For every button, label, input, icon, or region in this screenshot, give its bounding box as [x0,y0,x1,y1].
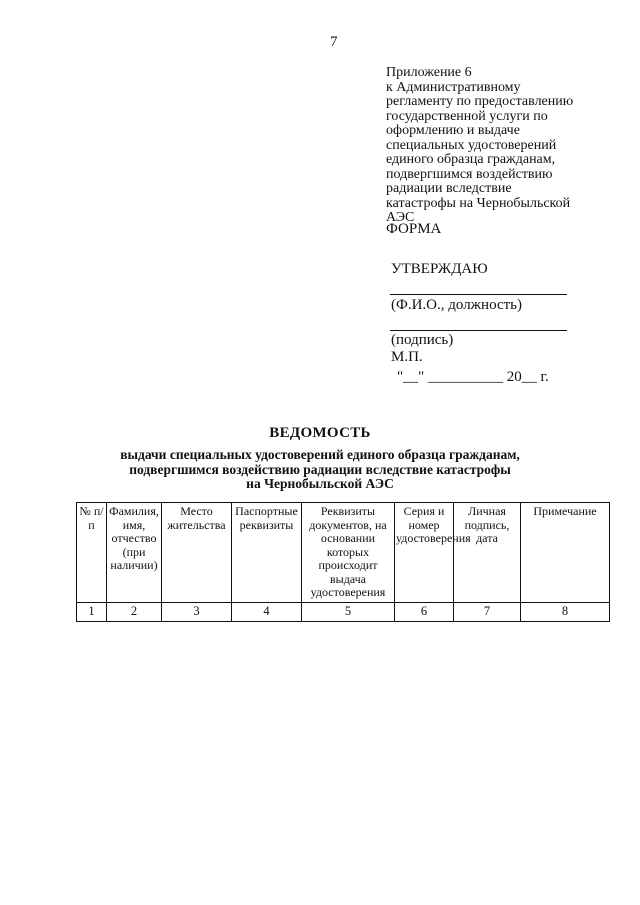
appendix-block [386,66,626,226]
name-position-caption: (Ф.И.О., должность) [391,297,522,313]
column-number: 3 [162,602,232,621]
appendix-line: оформлению и выдаче [386,123,520,138]
appendix-line: регламенту по предоставлению [386,94,574,109]
table-header-row [77,503,610,603]
column-header-residence: Место жительства [162,503,232,603]
appendix-line: подвергшимся воздействию [386,166,553,182]
column-header-basis-documents: Реквизиты документов, на основании которых происходит выдача удостоверения [302,503,395,603]
document-subtitle [60,448,580,492]
appendix-line: радиации вследствие [386,181,512,196]
approval-date-line: "__" __________ 20__ г. [397,369,549,385]
signature-caption: (подпись) [391,332,454,348]
column-number: 8 [521,602,610,621]
register-table [76,502,610,622]
column-header-note: Примечание [521,503,610,603]
appendix-line: АЭС [386,210,415,225]
appendix-line: специальных удостоверений [386,137,557,153]
column-number: 7 [454,602,521,621]
appendix-line: государственной услуги по [386,108,548,124]
column-number: 5 [302,602,395,621]
column-header-passport: Паспортные реквизиты [232,503,302,603]
document-title: ВЕДОМОСТЬ [269,425,371,441]
name-position-line [390,294,567,295]
column-number: 1 [77,602,107,621]
form-label: ФОРМА [386,221,442,237]
appendix-line: к Административному [386,79,521,95]
subtitle-line: на Чернобыльской АЭС [246,476,394,491]
column-number: 4 [232,602,302,621]
signature-line [390,330,567,331]
column-number: 2 [107,602,162,621]
subtitle-line: выдачи специальных удостоверений единого образца гражданам, [120,447,520,462]
page-number: 7 [330,34,338,50]
column-header-full-name: Фамилия, имя, отчество (при наличии) [107,503,162,603]
approval-heading: УТВЕРЖДАЮ [391,261,488,277]
column-header-signature-date: Личная подпись, дата [454,503,521,603]
column-header-certificate-number: Серия и номер удостоверения [395,503,454,603]
appendix-line: катастрофы на Чернобыльской [386,195,571,211]
column-number: 6 [395,602,454,621]
appendix-line: Приложение 6 [386,65,472,80]
column-number-row [77,602,610,621]
subtitle-line: подвергшимся воздействию радиации вследствие катастрофы [129,461,511,477]
seal-placeholder: М.П. [391,349,423,365]
column-header-number: № п/п [77,503,107,603]
appendix-line: единого образца гражданам, [386,152,556,167]
